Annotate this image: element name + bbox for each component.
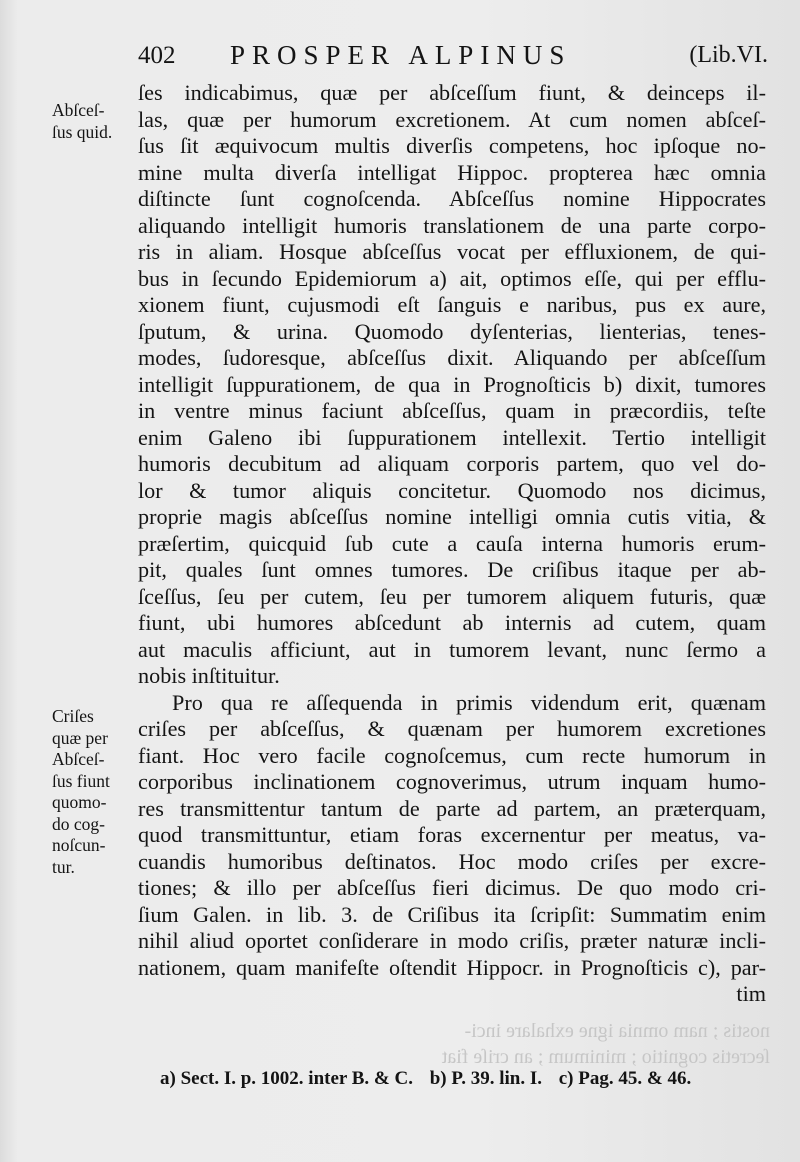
text-line: proprie magis abſceſſus nomine intelligi omnia cutis vitia, & [138, 504, 766, 529]
text-line: Pro qua re aſſequenda in primis videndum erit, quænam [172, 689, 766, 715]
text-line: enim Galeno ibi ſuppurationem intellexit. Tertio intelligit [138, 424, 766, 450]
bleed-through-text: ſecretis cognitio ; minimum ; an criſe fiat [441, 1046, 770, 1068]
margin-note-line: ſus quid. [52, 121, 113, 142]
margin-note-line: quæ per [52, 727, 108, 748]
text-line: cuandis humoribus deſtinatos. Hoc modo criſes per excre- [138, 848, 766, 874]
margin-note-line: do cog- [52, 813, 105, 834]
margin-note-abscessus [52, 100, 136, 143]
page-number: 402 [138, 42, 176, 69]
text-line: bus in ſecundo Epidemiorum a) ait, optimos eſſe, qui per efflu- [138, 265, 766, 291]
footnote-c: c) Pag. 45. & 46. [558, 1068, 692, 1089]
text-line: diſtincte ſunt cognoſcenda. Abſceſſus nomine Hippocrates [138, 186, 766, 211]
text-line: aut maculis afficiunt, aut in tumorem levant, nunc ſermo a [138, 636, 766, 662]
margin-note-line: noſcun- [52, 835, 106, 855]
margin-note-line: Abſceſ- [52, 749, 105, 769]
footnote-b: b) P. 39. lin. I. [429, 1068, 542, 1089]
text-line: ris in aliam. Hosque abſceſſus vocat per effluxionem, de qui- [138, 239, 766, 264]
catchword: tim [736, 981, 766, 1006]
margin-note-line: ſus fiunt [52, 770, 110, 791]
header-book-number: (Lib.VI. [689, 42, 768, 68]
margin-note-line: Criſes [52, 706, 94, 726]
text-line: intelligit ſuppurationem, de qua in Prognoſticis b) dixit, tumores [138, 371, 766, 397]
margin-note-crises [52, 706, 136, 878]
margin-note-line: tur. [52, 856, 75, 877]
text-line: ſceſſus, ſeu per cutem, ſeu per tumorem aliquem futuris, quæ [138, 583, 766, 609]
text-line: quod transmittuntur, etiam foras excernentur per meatus, va- [138, 822, 766, 847]
text-line: fiant. Hoc vero facile cognoſcemus, cum recte humorum in [138, 742, 766, 768]
bleed-through-text: nostis ; nam omnia igne exhalare inci- [464, 1020, 770, 1042]
text-line: fiunt, ubi humores abſcedunt ab internis ad cutem, quam [138, 610, 766, 635]
footnote-a: a) Sect. I. p. 1002. inter B. & C. [160, 1068, 413, 1089]
text-line: pit, quales ſunt omnes tumores. De criſibus itaque per ab- [138, 557, 766, 582]
text-line: præſertim, quicquid ſub cute a cauſa interna humoris erum- [138, 530, 766, 556]
margin-note-line: Abſceſ- [52, 100, 105, 120]
text-line: in ventre minus faciunt abſceſſus, quam in præcordiis, teſte [138, 398, 766, 423]
running-head [138, 42, 768, 80]
text-line: ſes indicabimus, quæ per abſceſſum fiunt, & deinceps il- [138, 80, 766, 105]
text-line: ſputum, & urina. Quomodo dyſenterias, lienterias, tenes- [138, 318, 766, 344]
text-line: criſes per abſceſſus, & quænam per humorem excretiones [138, 716, 766, 741]
text-line: nationem, quam manifeſte oſtendit Hippocr. in Prognoſticis c), par- [138, 954, 766, 980]
text-line: las, quæ per humorum excretionem. At cum nomen abſceſ- [138, 106, 766, 132]
text-line: modes, ſudoresque, abſceſſus dixit. Aliquando per abſceſſum [138, 345, 766, 370]
header-title: PROSPER ALPINUS [230, 40, 572, 70]
text-line: lor & tumor aliquis concitetur. Quomodo nos dicimus, [138, 477, 766, 503]
footnotes [160, 1068, 770, 1090]
text-line: res transmittentur tantum de parte ad partem, an præterquam, [138, 795, 766, 821]
text-line: mine multa diverſa intelligat Hippoc. propterea hæc omnia [138, 159, 766, 185]
text-line: ſus ſit æquivocum multis diverſis competens, hoc ipſoque no- [138, 133, 766, 158]
main-text-column [138, 80, 766, 1008]
text-line: humoris decubitum ad aliquam corporis partem, quo vel do- [138, 451, 766, 476]
text-line: nihil aliud oportet conſiderare in modo criſis, præter naturæ incli- [138, 928, 766, 953]
text-line: xionem fiunt, cujusmodi eſt ſanguis e naribus, pus ex aure, [138, 292, 766, 317]
margin-note-line: quomo- [52, 792, 107, 812]
text-line: tiones; & illo per abſceſſus fieri dicimus. De quo modo cri- [138, 875, 766, 900]
text-line: corporibus inclinationem cognoverimus, utrum inquam humo- [138, 769, 766, 794]
text-line: ſium Galen. in lib. 3. de Criſibus ita ſcripſit: Summatim enim [138, 901, 766, 927]
text-line: aliquando intelligit humoris translationem de una parte corpo- [138, 212, 766, 238]
text-line: nobis inſtituitur. [138, 663, 280, 688]
